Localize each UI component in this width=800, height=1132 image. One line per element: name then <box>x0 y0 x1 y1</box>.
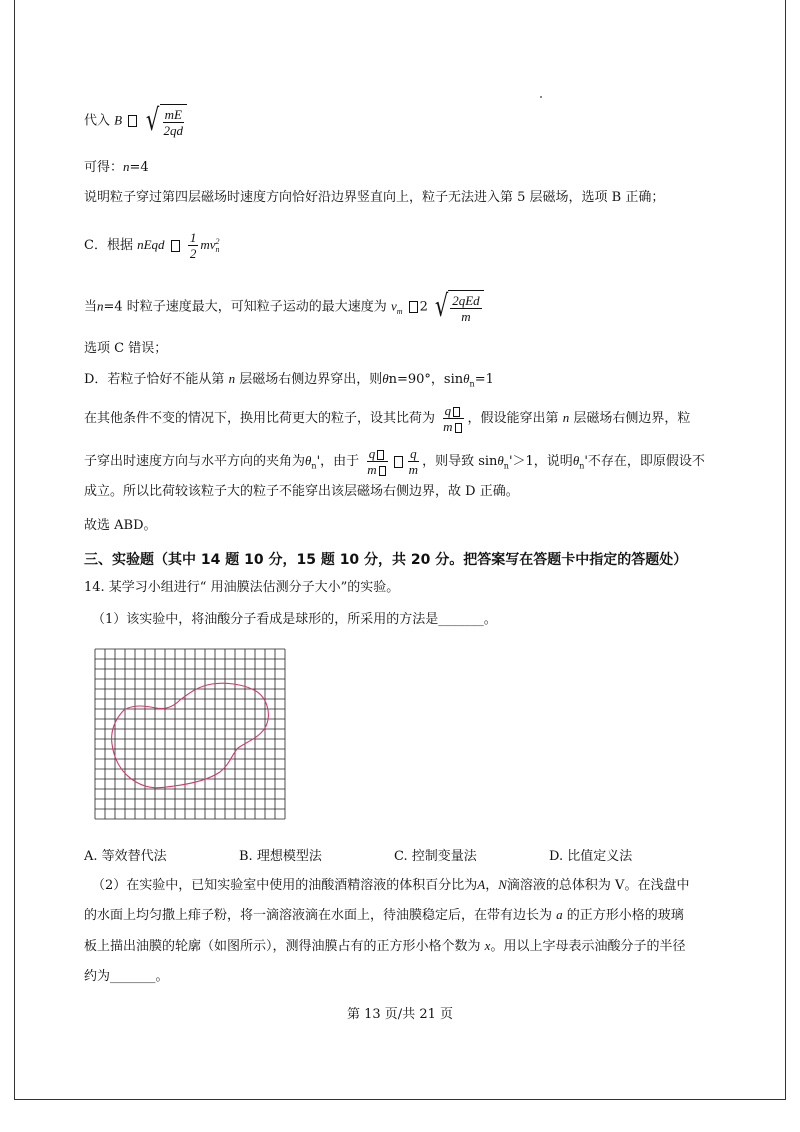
text: 子穿出时速度方向与水平方向的夹角为 <box>84 454 306 469</box>
line-result-n <box>84 158 149 177</box>
frac-num: q <box>444 403 452 418</box>
text: 的水面上均匀撒上痱子粉，将一滴溶液滴在水面上，待油膜稳定后，在带有边长为 <box>84 908 553 923</box>
subscript: m <box>396 307 403 317</box>
frac-num: 2qEd <box>452 292 480 308</box>
line-max-speed <box>84 290 484 324</box>
missing-glyph-box <box>171 240 180 252</box>
dot-mark <box>540 96 542 98</box>
question-14-part-2-line-3 <box>84 937 685 956</box>
question-14: 14. 某学习小组进行“ 用油膜法估测分子大小”的实验。 <box>84 580 400 595</box>
text: 可得： <box>84 160 124 175</box>
subscript: n <box>215 244 220 254</box>
text: D．若粒子恰好不能从第 <box>84 372 225 387</box>
text: '，由于 <box>316 454 360 469</box>
var-n: n <box>562 410 570 425</box>
text: 层磁场右侧边界，粒 <box>573 411 691 426</box>
var-n: n <box>228 371 236 386</box>
option-d[interactable]: D. 比值定义法 <box>549 849 633 864</box>
var-n: n <box>123 159 130 174</box>
text: 。用以上字母表示油酸分子的半径 <box>490 939 686 954</box>
section-heading: 三、实验题（其中 14 题 10 分，15 题 10 分，共 20 分。把答案写在答题卡中指定的答题处） <box>84 552 688 568</box>
sqrt-expression: √ $\frac{mE}{2qd}$ <box>143 104 187 138</box>
text: 的正方形小格的玻璃 <box>566 908 684 923</box>
subscript: n <box>503 461 509 471</box>
option-a[interactable]: A. 等效替代法 <box>84 849 167 864</box>
text: 代入 <box>84 113 111 129</box>
frac-num: mE <box>164 106 182 122</box>
frac-den: 2qd <box>163 122 184 138</box>
expr-lhs: nEqd <box>137 237 165 252</box>
line-explain-b: 说明粒子穿过第四层磁场时速度方向恰好沿边界竖直向上，粒子无法进入第 5 层磁场，选项 B 正确； <box>84 190 665 205</box>
var-theta: θ <box>463 371 470 386</box>
missing-glyph-box <box>409 301 418 313</box>
text: '不存在，即原假设不 <box>584 454 705 469</box>
sqrt-expression: √ $\frac{\text{2qEd}}{m}$ <box>432 290 484 324</box>
subscript: n <box>311 461 317 471</box>
question-14-part-2-line-1 <box>92 876 689 895</box>
text: （2）在实验中，已知实验室中使用的油酸酒精溶液的体积百分比为 <box>92 878 478 893</box>
line-angle <box>84 446 705 477</box>
line-option-d <box>84 370 494 394</box>
var-b: B <box>114 112 123 128</box>
question-14-part-2-line-2 <box>84 906 684 925</box>
text: =1 <box>474 372 494 387</box>
superscript: 2 <box>215 236 220 246</box>
var-n: N <box>498 877 507 892</box>
frac-num: 1 <box>189 230 197 245</box>
text: '＞1，说明 <box>508 454 573 469</box>
option-c[interactable]: C. 控制变量法 <box>394 849 477 864</box>
text: 当 <box>84 299 98 315</box>
page-footer: 第 13 页/共 21 页 <box>347 1007 453 1022</box>
var-theta: θ <box>572 453 580 468</box>
text: ，则导致 sin <box>422 454 498 469</box>
text: 滴溶液的总体积为 V。在浅盘中 <box>506 878 690 893</box>
line-substitute-b <box>84 104 187 138</box>
oil-film-grid-figure <box>94 648 288 828</box>
text: =4 <box>129 160 149 175</box>
line-conclusion: 成立。所以比荷较该粒子大的粒子不能穿出该层磁场右侧边界，故 D 正确。 <box>84 484 519 499</box>
subscript: n <box>579 461 585 471</box>
coefficient: 2 <box>419 299 428 315</box>
question-14-part-2-line-4: 约为_______。 <box>84 969 169 984</box>
var-x: x <box>484 938 491 953</box>
missing-glyph-box <box>128 115 137 127</box>
expr-rhs: mv <box>200 237 216 252</box>
line-option-c <box>84 230 220 261</box>
option-b[interactable]: B. 理想模型法 <box>239 849 322 864</box>
text: n=90°，sin <box>388 372 464 387</box>
question-14-part-1: （1）该实验中，将油酸分子看成是球形的，所采用的方法是_______。 <box>92 612 497 627</box>
var-n: n <box>97 298 104 314</box>
line-assume <box>84 403 690 434</box>
text: ，假设能穿出第 <box>467 411 559 426</box>
var-v: v <box>390 298 397 314</box>
text: ， <box>485 878 499 893</box>
text: 层磁场右侧边界穿出，则 <box>239 372 383 387</box>
text: 在其他条件不变的情况下，换用比荷更大的粒子，设其比荷为 <box>84 411 436 426</box>
text: 板上描出油膜的轮廓（如图所示），测得油膜占有的正方形小格个数为 <box>84 939 481 954</box>
options-row <box>84 845 704 864</box>
text: C．根据 <box>84 238 133 253</box>
frac-den: m <box>367 462 377 477</box>
var-theta: θ <box>497 453 504 468</box>
frac-den: m <box>461 308 471 324</box>
frac-num: q <box>368 446 376 461</box>
var-a: A <box>477 877 486 892</box>
frac-den: m <box>408 462 419 477</box>
line-c-wrong: 选项 C 错误； <box>84 341 168 356</box>
missing-glyph-box <box>394 456 403 468</box>
var-a: a <box>556 907 563 922</box>
frac-den: 2 <box>189 246 197 261</box>
text: =4 时粒子速度最大，可知粒子运动的最大速度为 <box>103 299 387 315</box>
var-theta: θ <box>305 453 312 468</box>
subscript: n <box>469 379 475 389</box>
frac-den: m <box>443 419 453 434</box>
frac-num: q <box>410 446 417 461</box>
line-answer: 故选 ABD。 <box>84 518 157 533</box>
grid-svg <box>94 648 288 824</box>
var-theta: θ <box>382 371 389 386</box>
